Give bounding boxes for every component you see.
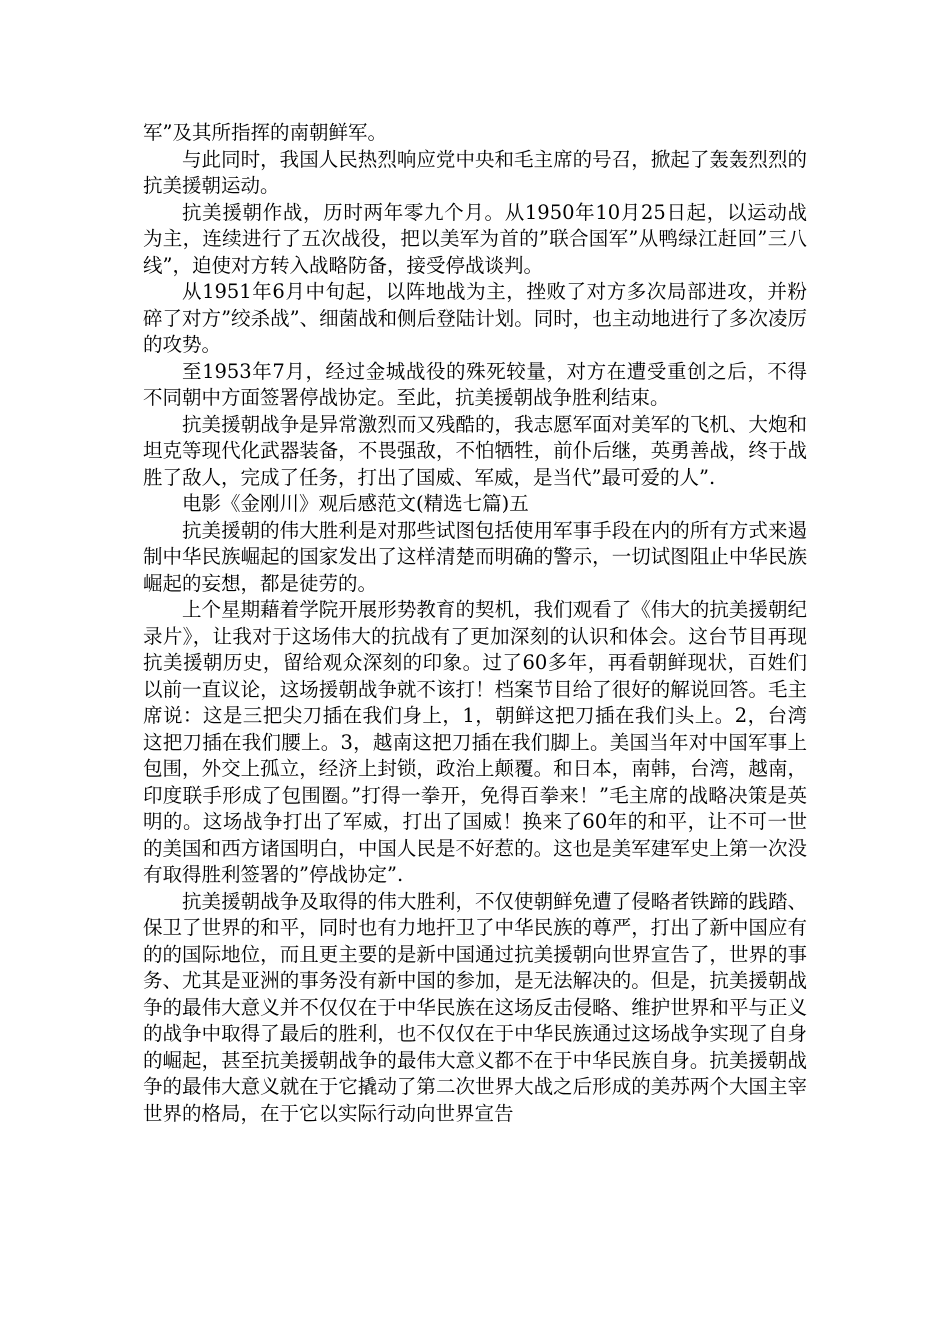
paragraph: 抗美援朝战争及取得的伟大胜利，不仅使朝鲜免遭了侵略者铁蹄的践踏、保卫了世界的和平，同时也有力地扞卫了中华民族的尊严，打出了新中国应有的的国际地位，而且更主要的是新中国通过抗美援朝向世界宣告了，世界的事务、尤其是亚洲的事务没有新中国的参加，是无法解决的。但是，抗美援朝战争的最伟大意义并不仅仅在于中华民族在这场反击侵略、维护世界和平与正义的战争中取得了最后的胜利，也不仅仅在于中华民族通过这场战争实现了自身的崛起，甚至抗美援朝战争的最伟大意义都不在于中华民族自身。抗美援朝战争的最伟大意义就在于它撬动了第二次世界大战之后形成的美苏两个大国主宰世界的格局，在于它以实际行动向世界宣告: [143, 889, 807, 1125]
paragraph: 抗美援朝战争是异常激烈而又残酷的，我志愿军面对美军的飞机、大炮和坦克等现代化武器装备，不畏强敌，不怕牺牲，前仆后继，英勇善战，终于战胜了敌人，完成了任务，打出了国威、军威，是当代”最可爱的人”.: [143, 412, 807, 489]
paragraph: 抗美援朝作战，历时两年零九个月。从1950年10月25日起，以运动战为主，连续进行了五次战役，把以美军为首的”联合国军”从鸭绿江赶回”三八线”，迫使对方转入战略防备，接受停战谈判。: [143, 200, 807, 277]
section-heading: 电影《金刚川》观后感范文(精选七篇)五: [182, 492, 529, 515]
paragraph: 军”及其所指挥的南朝鲜军。: [143, 121, 387, 144]
document-body: [143, 120, 807, 1127]
paragraph: 从1951年6月中旬起，以阵地战为主，挫败了对方多次局部进攻，并粉碎了对方”绞杀战”、细菌战和侧后登陆计划。同时，也主动地进行了多次凌厉的攻势。: [143, 280, 807, 356]
paragraph: 上个星期藉着学院开展形势教育的契机，我们观看了《伟大的抗美援朝纪录片》，让我对于这场伟大的抗战有了更加深刻的认识和体会。这台节目再现抗美援朝历史，留给观众深刻的印象。过了60多年，再看朝鲜现状，百姓们以前一直议论，这场援朝战争就不该打！档案节目给了很好的解说回答。毛主席说：这是三把尖刀插在我们身上，1，朝鲜这把刀插在我们头上。2，台湾这把刀插在我们腰上。3，越南这把刀插在我们脚上。美国当年对中国军事上包围，外交上孤立，经济上封锁，政治上颠覆。和日本，南韩，台湾，越南，印度联手形成了包围圈。”打得一拳开，免得百拳来！”毛主席的战略决策是英明的。这场战争打出了军威，打出了国威！换来了60年的和平，让不可一世的美国和西方诸国明白，中国人民是不好惹的。这也是美军建军史上第一次没有取得胜利签署的”停战协定”.: [143, 598, 807, 886]
paragraph: 与此同时，我国人民热烈响应党中央和毛主席的号召，掀起了轰轰烈烈的抗美援朝运动。: [143, 147, 807, 197]
paragraph: 至1953年7月，经过金城战役的殊死较量，对方在遭受重创之后，不得不同朝中方面签署停战协定。至此，抗美援朝战争胜利结束。: [143, 359, 807, 409]
paragraph: 抗美援朝的伟大胜利是对那些试图包括使用军事手段在内的所有方式来遏制中华民族崛起的国家发出了这样清楚而明确的警示，一切试图阻止中华民族崛起的妄想，都是徒劳的。: [143, 518, 807, 595]
